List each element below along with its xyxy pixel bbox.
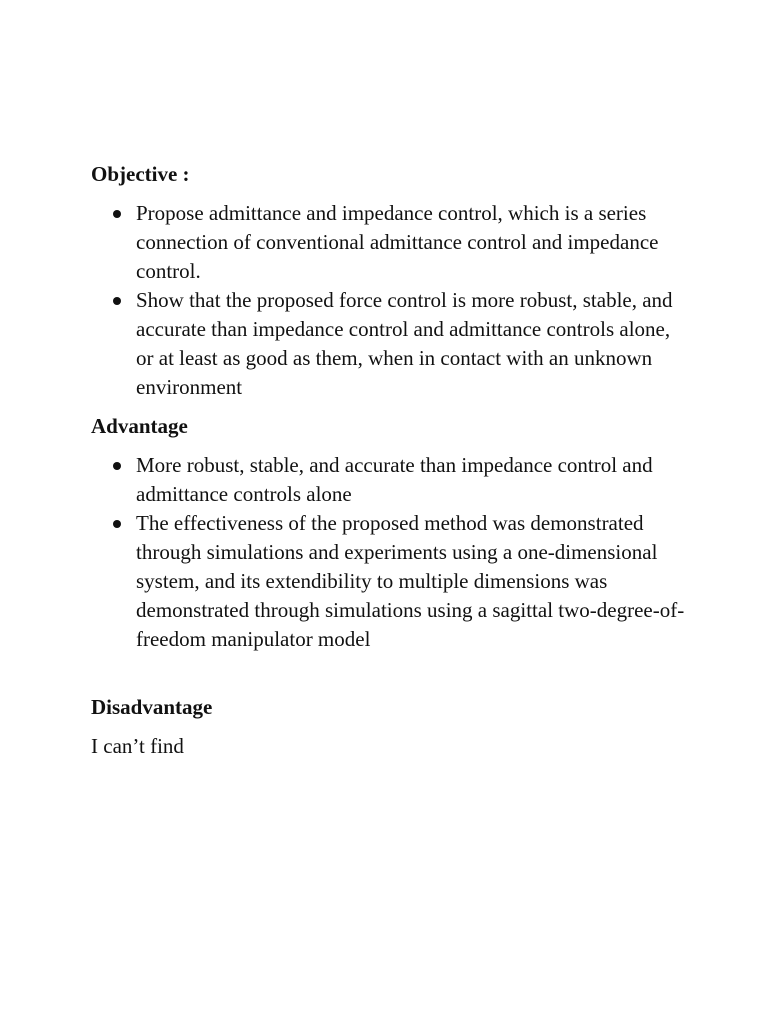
- disadvantage-heading: Disadvantage: [91, 695, 213, 719]
- document-page: [91, 160, 691, 761]
- objective-item-2: [91, 286, 691, 402]
- section-spacer: [91, 664, 691, 693]
- bullet-icon: [113, 210, 121, 218]
- disadvantage-text: I can’t find: [91, 734, 184, 758]
- advantage-list: [91, 451, 691, 654]
- bullet-icon: [113, 297, 121, 305]
- advantage-item-text: More robust, stable, and accurate than impedance control and admittance controls alone: [136, 453, 653, 506]
- objective-item-1: [91, 199, 691, 286]
- advantage-item-2: [91, 509, 691, 654]
- advantage-item-text: The effectiveness of the proposed method was demonstrated through simulations and experiments using a one-dimensional system, and its extendibility to multiple dimensions was demonstrated through simulations using a sagittal two-degree-of-freedom manipulator model: [136, 511, 685, 651]
- bullet-icon: [113, 520, 121, 528]
- objective-item-text: Show that the proposed force control is more robust, stable, and accurate than impedance control and admittance controls alone, or at least as good as them, when in contact with an unknown environment: [136, 288, 673, 399]
- objective-list: [91, 199, 691, 402]
- advantage-item-1: [91, 451, 691, 509]
- bullet-icon: [113, 462, 121, 470]
- objective-heading: Objective :: [91, 162, 190, 186]
- objective-item-text: Propose admittance and impedance control, which is a series connection of conventional admittance control and impedance control.: [136, 201, 659, 283]
- advantage-heading: Advantage: [91, 414, 188, 438]
